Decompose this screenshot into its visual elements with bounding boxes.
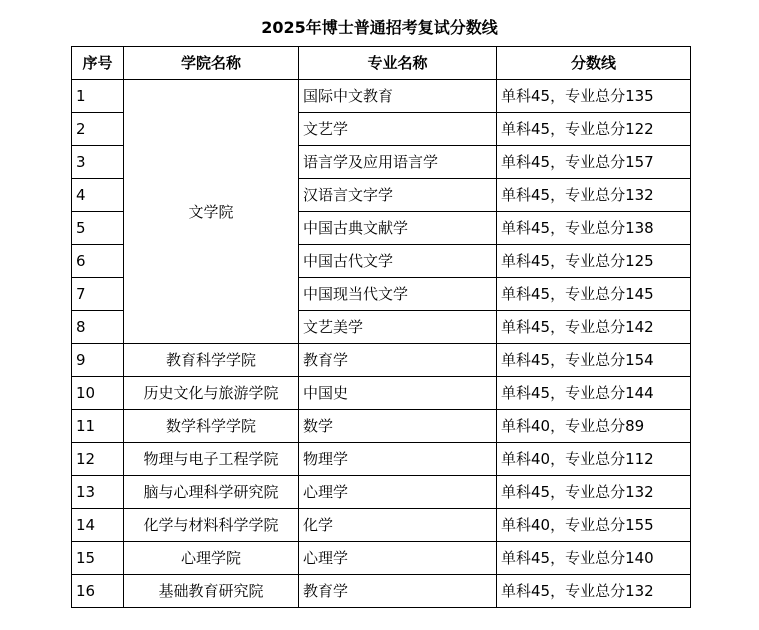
major-name: 数学	[299, 410, 497, 443]
score-line: 单科40，专业总分112	[497, 443, 691, 476]
score-line: 单科45，专业总分132	[497, 575, 691, 608]
college-name: 文学院	[124, 80, 299, 344]
score-line: 单科45，专业总分157	[497, 146, 691, 179]
score-line: 单科45，专业总分140	[497, 542, 691, 575]
college-name: 物理与电子工程学院	[124, 443, 299, 476]
score-table	[71, 46, 691, 608]
table-row	[72, 377, 691, 410]
score-line: 单科40，专业总分155	[497, 509, 691, 542]
row-number: 12	[72, 443, 124, 476]
score-line: 单科45，专业总分135	[497, 80, 691, 113]
major-name: 中国史	[299, 377, 497, 410]
major-name: 中国现当代文学	[299, 278, 497, 311]
row-number: 14	[72, 509, 124, 542]
row-number: 4	[72, 179, 124, 212]
major-name: 语言学及应用语言学	[299, 146, 497, 179]
major-name: 教育学	[299, 344, 497, 377]
table-row	[72, 80, 691, 113]
page-title: 2025年博士普通招考复试分数线	[261, 18, 498, 37]
row-number: 7	[72, 278, 124, 311]
row-number: 8	[72, 311, 124, 344]
header-score: 分数线	[497, 47, 691, 80]
college-name: 数学科学学院	[124, 410, 299, 443]
college-name: 历史文化与旅游学院	[124, 377, 299, 410]
row-number: 6	[72, 245, 124, 278]
major-name: 文艺美学	[299, 311, 497, 344]
row-number: 5	[72, 212, 124, 245]
table-row	[72, 410, 691, 443]
row-number: 11	[72, 410, 124, 443]
college-name: 教育科学学院	[124, 344, 299, 377]
college-name: 脑与心理科学研究院	[124, 476, 299, 509]
row-number: 1	[72, 80, 124, 113]
table-row	[72, 575, 691, 608]
row-number: 2	[72, 113, 124, 146]
score-line: 单科45，专业总分132	[497, 476, 691, 509]
table-header-row	[72, 47, 691, 80]
table-row	[72, 344, 691, 377]
major-name: 文艺学	[299, 113, 497, 146]
header-college: 学院名称	[124, 47, 299, 80]
major-name: 汉语言文字学	[299, 179, 497, 212]
score-line: 单科45，专业总分154	[497, 344, 691, 377]
row-number: 3	[72, 146, 124, 179]
table-row	[72, 542, 691, 575]
college-name: 化学与材料科学学院	[124, 509, 299, 542]
major-name: 化学	[299, 509, 497, 542]
college-name: 心理学院	[124, 542, 299, 575]
score-line: 单科45，专业总分125	[497, 245, 691, 278]
score-line: 单科45，专业总分142	[497, 311, 691, 344]
row-number: 16	[72, 575, 124, 608]
row-number: 13	[72, 476, 124, 509]
table-row	[72, 476, 691, 509]
college-name: 基础教育研究院	[124, 575, 299, 608]
header-major: 专业名称	[299, 47, 497, 80]
score-line: 单科40，专业总分89	[497, 410, 691, 443]
major-name: 教育学	[299, 575, 497, 608]
score-line: 单科45，专业总分132	[497, 179, 691, 212]
score-line: 单科45，专业总分145	[497, 278, 691, 311]
row-number: 10	[72, 377, 124, 410]
major-name: 心理学	[299, 476, 497, 509]
header-no: 序号	[72, 47, 124, 80]
major-name: 中国古典文献学	[299, 212, 497, 245]
row-number: 15	[72, 542, 124, 575]
table-row	[72, 509, 691, 542]
score-line: 单科45，专业总分122	[497, 113, 691, 146]
major-name: 国际中文教育	[299, 80, 497, 113]
row-number: 9	[72, 344, 124, 377]
score-line: 单科45，专业总分138	[497, 212, 691, 245]
major-name: 物理学	[299, 443, 497, 476]
score-line: 单科45，专业总分144	[497, 377, 691, 410]
major-name: 中国古代文学	[299, 245, 497, 278]
table-row	[72, 443, 691, 476]
major-name: 心理学	[299, 542, 497, 575]
